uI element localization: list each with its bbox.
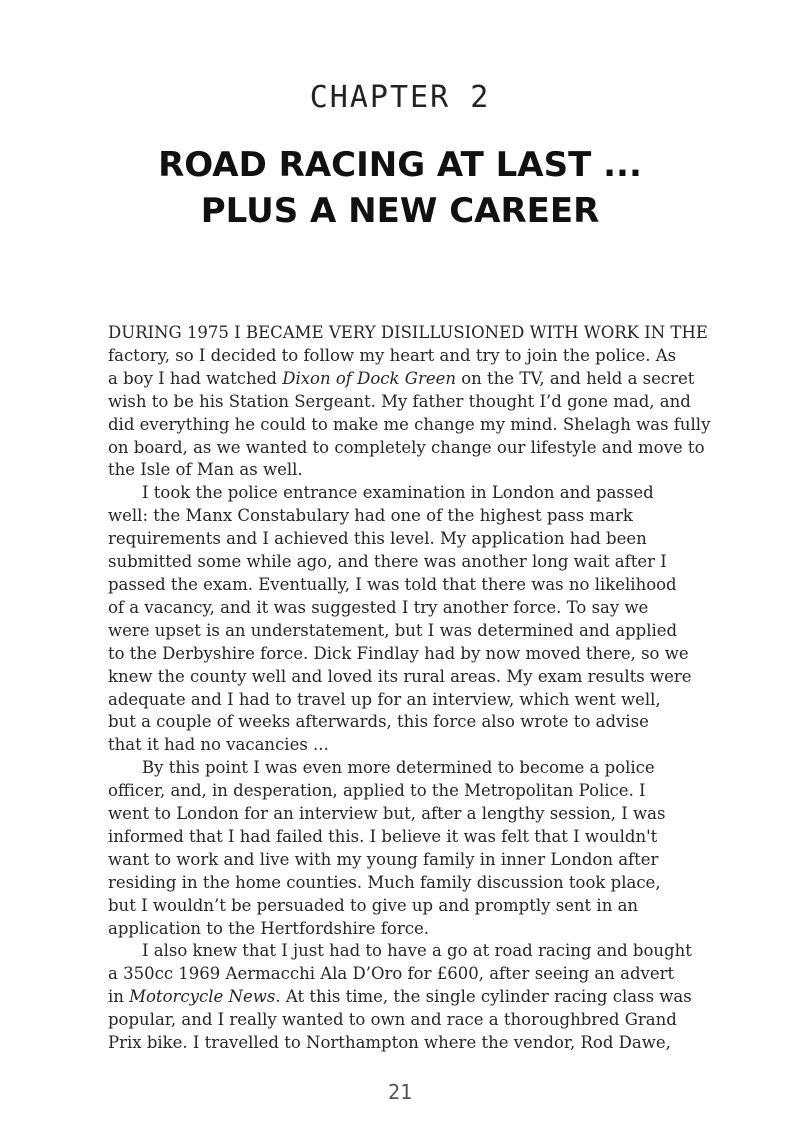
body-line: were upset is an understatement, but I was determined and applied [108, 620, 678, 640]
body-line: DURING 1975 I BECAME VERY DISILLUSIONED WITH WORK IN THE [108, 323, 708, 342]
body-line: I took the police entrance examination in London and passed [142, 483, 654, 503]
chapter-title-line-2: PLUS A NEW CAREER [200, 191, 600, 231]
body-line: knew the county well and loved its rural areas. My exam results were [108, 666, 692, 686]
body-line: By this point I was even more determined to become a police [142, 758, 655, 778]
page-number: 21 [387, 1080, 413, 1104]
magazine-title-motorcycle-news: Motorcycle News [129, 987, 276, 1007]
body-line: adequate and I had to travel up for an interview, which went well, [108, 689, 661, 709]
book-title-dixon: Dixon of Dock Green [282, 368, 456, 388]
body-line: went to London for an interview but, after a lengthy session, I was [108, 804, 666, 824]
chapter-title [0, 142, 800, 234]
body-line: application to the Hertfordshire force. [108, 918, 429, 938]
body-line: passed the exam. Eventually, I was told that there was no likelihood [108, 574, 677, 594]
body-line: want to work and live with my young family in inner London after [108, 849, 659, 869]
body-line: on board, as we wanted to completely change our lifestyle and move to [108, 437, 705, 457]
body-line [108, 368, 723, 391]
body-line: to the Derbyshire force. Dick Findlay had by now moved there, so we [108, 643, 689, 663]
body-line: of a vacancy, and it was suggested I try another force. To say we [108, 597, 649, 617]
body-line: submitted some while ago, and there was another long wait after I [108, 552, 667, 572]
body-line: requirements and I achieved this level. My application had been [108, 529, 647, 549]
body-line: popular, and I really wanted to own and race a thoroughbred Grand [108, 1010, 677, 1030]
body-line-part: on the TV, and held a secret [456, 368, 695, 388]
body-line-part: a boy I had watched [108, 368, 283, 388]
body-line: informed that I had failed this. I believe it was felt that I wouldn't [108, 826, 658, 846]
body-line: officer, and, in desperation, applied to the Metropolitan Police. I [108, 781, 646, 801]
chapter-label: CHAPTER 2 [309, 80, 491, 115]
body-line: that it had no vacancies ... [108, 735, 329, 755]
body-line: but a couple of weeks afterwards, this force also wrote to advise [108, 712, 649, 732]
body-line: I also knew that I just had to have a go at road racing and bought [142, 941, 692, 961]
body-line: a 350cc 1969 Aermacchi Ala D’Oro for £600, after seeing an advert [108, 964, 675, 984]
body-line: well: the Manx Constabulary had one of the highest pass mark [108, 506, 633, 526]
body-line-part: . At this time, the single cylinder racing class was [275, 987, 692, 1007]
body-line: the Isle of Man as well. [108, 460, 303, 480]
body-line: wish to be his Station Sergeant. My father thought I’d gone mad, and [108, 391, 691, 411]
body-line: but I wouldn’t be persuaded to give up and promptly sent in an [108, 895, 639, 915]
body-line-part: in [108, 987, 130, 1007]
body-text [108, 322, 723, 1055]
body-line: residing in the home counties. Much family discussion took place, [108, 872, 661, 892]
body-line: factory, so I decided to follow my heart and try to join the police. As [108, 345, 677, 365]
body-line: did everything he could to make me change my mind. Shelagh was fully [108, 414, 711, 434]
body-line [108, 986, 723, 1009]
chapter-title-line-1: ROAD RACING AT LAST ... [158, 145, 642, 185]
body-line: Prix bike. I travelled to Northampton where the vendor, Rod Dawe, [108, 1033, 671, 1053]
